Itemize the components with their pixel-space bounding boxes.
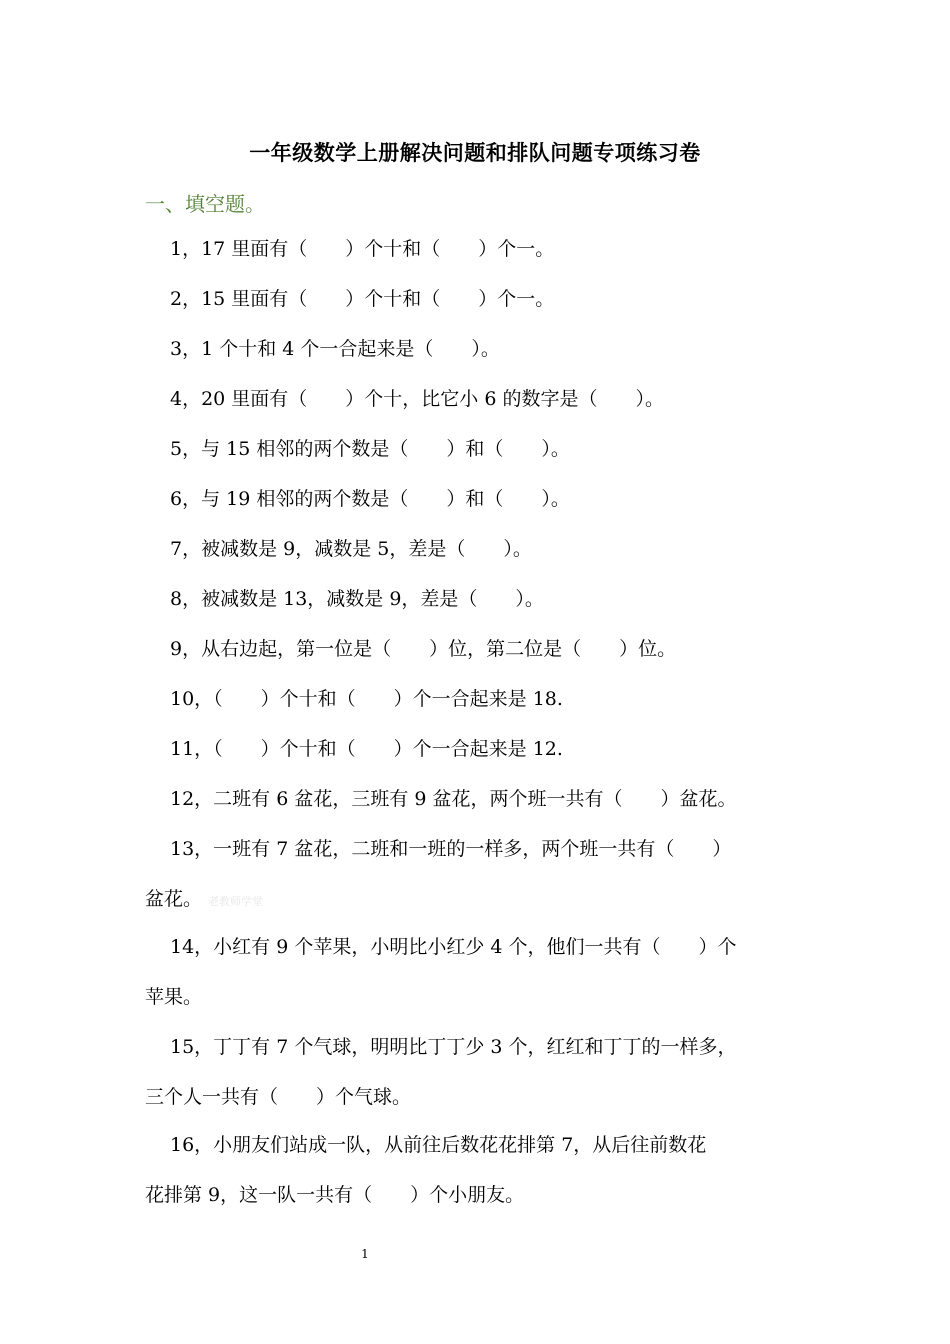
question-3: 3，1 个十和 4 个一合起来是（ ）。 (170, 338, 500, 360)
question-14-line2: 苹果。 (145, 986, 203, 1008)
page-number: 1 (361, 1247, 369, 1261)
question-13-line2-text: 盆花。 (145, 888, 203, 910)
question-16-line1: 16，小朋友们站成一队，从前往后数花花排第 7，从后往前数花 (170, 1134, 707, 1156)
question-16-line2: 花排第 9，这一队一共有（ ）个小朋友。 (145, 1184, 525, 1206)
question-2: 2，15 里面有（ ）个十和（ ）个一。 (170, 288, 555, 310)
question-11: 11，（ ）个十和（ ）个一合起来是 12. (170, 738, 563, 760)
question-1: 1，17 里面有（ ）个十和（ ）个一。 (170, 238, 555, 260)
question-6: 6，与 19 相邻的两个数是（ ）和（ ）。 (170, 488, 570, 510)
question-4: 4，20 里面有（ ）个十，比它小 6 的数字是（ ）。 (170, 388, 664, 410)
question-13-line1: 13，一班有 7 盆花，二班和一班的一样多，两个班一共有（ ） (170, 838, 732, 860)
question-7: 7，被减数是 9，减数是 5，差是（ ）。 (170, 538, 532, 560)
question-15-line1: 15，丁丁有 7 个气球，明明比丁丁少 3 个，红红和丁丁的一样多， (170, 1036, 737, 1058)
section-heading: 一、填空题。 (145, 192, 265, 216)
question-15-line2: 三个人一共有（ ）个气球。 (145, 1086, 412, 1108)
watermark-text: 老教师学堂 (208, 895, 264, 908)
question-13-line2 (145, 874, 805, 927)
question-8: 8，被减数是 13，减数是 9，差是（ ）。 (170, 588, 544, 610)
question-9: 9，从右边起，第一位是（ ）位，第二位是（ ）位。 (170, 638, 677, 660)
page-title: 一年级数学上册解决问题和排队问题专项练习卷 (249, 140, 701, 165)
question-14-line1: 14，小红有 9 个苹果，小明比小红少 4 个，他们一共有（ ）个 (170, 936, 737, 958)
question-12: 12，二班有 6 盆花，三班有 9 盆花，两个班一共有（ ）盆花。 (170, 788, 737, 810)
question-10: 10，（ ）个十和（ ）个一合起来是 18. (170, 688, 563, 710)
question-5: 5，与 15 相邻的两个数是（ ）和（ ）。 (170, 438, 570, 460)
